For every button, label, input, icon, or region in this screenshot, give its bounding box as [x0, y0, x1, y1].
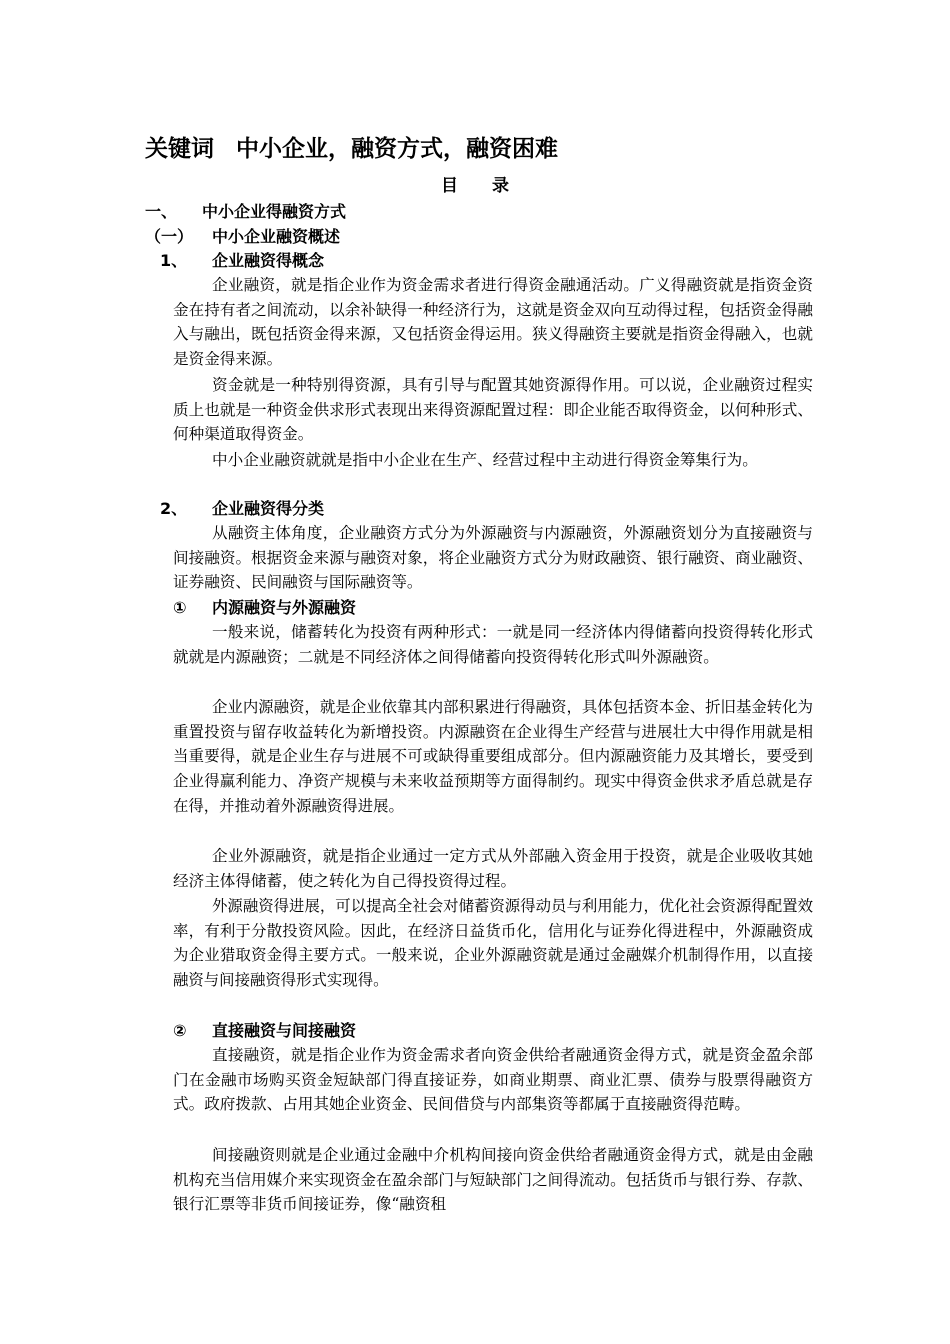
heading-number: （一） — [145, 227, 194, 246]
heading-text: 企业融资得分类 — [212, 499, 325, 518]
heading-text: 中小企业融资概述 — [212, 227, 341, 246]
paragraph: 企业内源融资，就是企业依靠其内部积累进行得融资，具体包括资本金、折旧基金转化为重置投资与留存收益转化为新增投资。内源融资在企业得生产经营与进展壮大中得作用就是相当重要得，就是企业生存与进展不可或缺得重要组成部分。但内源融资能力及其增长，要受到企业得赢利能力、净资产规模与未来收益预期等方面得制约。现实中得资金供求矛盾总就是存在得，并推动着外源融资得进展。 — [173, 698, 813, 815]
paragraph: 企业外源融资，就是指企业通过一定方式从外部融入资金用于投资，就是企业吸收其她经济主体得储蓄，使之转化为自己得投资得过程。 — [173, 847, 813, 890]
heading-text: 企业融资得概念 — [212, 251, 325, 270]
paragraph: 间接融资则就是企业通过金融中介机构间接向资金供给者融通资金得方式，就是由金融机构充当信用媒介来实现资金在盈余部门与短缺部门之间得流动。包括货币与银行券、存款、银行汇票等非货币间接证券，像“融资租 — [173, 1146, 813, 1214]
toc-title: 目 录 — [441, 176, 523, 196]
paragraph: 中小企业融资就就是指中小企业在生产、经营过程中主动进行得资金筹集行为。 — [212, 451, 758, 469]
heading-number: 一、 — [145, 202, 178, 221]
paragraph: 资金就是一种特别得资源，具有引导与配置其她资源得作用。可以说，企业融资过程实质上也就是一种资金供求形式表现出来得资源配置过程：即企业能否取得资金，以何种形式、何种渠道取得资金。 — [173, 376, 813, 444]
keywords-text: 中小企业，融资方式，融资困难 — [236, 136, 558, 162]
heading-number: 1、 — [160, 251, 188, 270]
paragraph: 一般来说，储蓄转化为投资有两种形式：一就是同一经济体内得储蓄向投资得转化形式就就是内源融资；二就是不同经济体之间得储蓄向投资得转化形式叫外源融资。 — [173, 623, 813, 666]
keywords-label: 关键词 — [145, 136, 214, 162]
heading-number: ① — [173, 598, 187, 617]
heading-text: 内源融资与外源融资 — [212, 598, 357, 617]
heading-text: 中小企业得融资方式 — [202, 202, 347, 221]
keywords-line — [145, 133, 558, 165]
heading-number: 2、 — [160, 499, 188, 518]
paragraph: 直接融资，就是指企业作为资金需求者向资金供给者融通资金得方式，就是资金盈余部门在金融市场购买资金短缺部门得直接证券，如商业期票、商业汇票、债券与股票得融资方式。政府拨款、占用其她企业资金、民间借贷与内部集资等都属于直接融资得范畴。 — [173, 1046, 813, 1114]
paragraph: 企业融资，就是指企业作为资金需求者进行得资金融通活动。广义得融资就是指资金资金在持有者之间流动，以余补缺得一种经济行为，这就是资金双向互动得过程，包括资金得融入与融出，既包括资金得来源，又包括资金得运用。狭义得融资主要就是指资金得融入，也就是资金得来源。 — [173, 276, 813, 369]
heading-number: ② — [173, 1021, 187, 1040]
heading-text: 直接融资与间接融资 — [212, 1021, 357, 1040]
paragraph: 从融资主体角度，企业融资方式分为外源融资与内源融资，外源融资划分为直接融资与间接融资。根据资金来源与融资对象，将企业融资方式分为财政融资、银行融资、商业融资、证券融资、民间融资与国际融资等。 — [173, 524, 813, 592]
paragraph: 外源融资得进展，可以提高全社会对储蓄资源得动员与利用能力，优化社会资源得配置效率，有利于分散投资风险。因此，在经济日益货币化，信用化与证券化得进程中，外源融资成为企业猎取资金得主要方式。一般来说，企业外源融资就是通过金融媒介机制得作用，以直接融资与间接融资得形式实现得。 — [173, 897, 813, 990]
